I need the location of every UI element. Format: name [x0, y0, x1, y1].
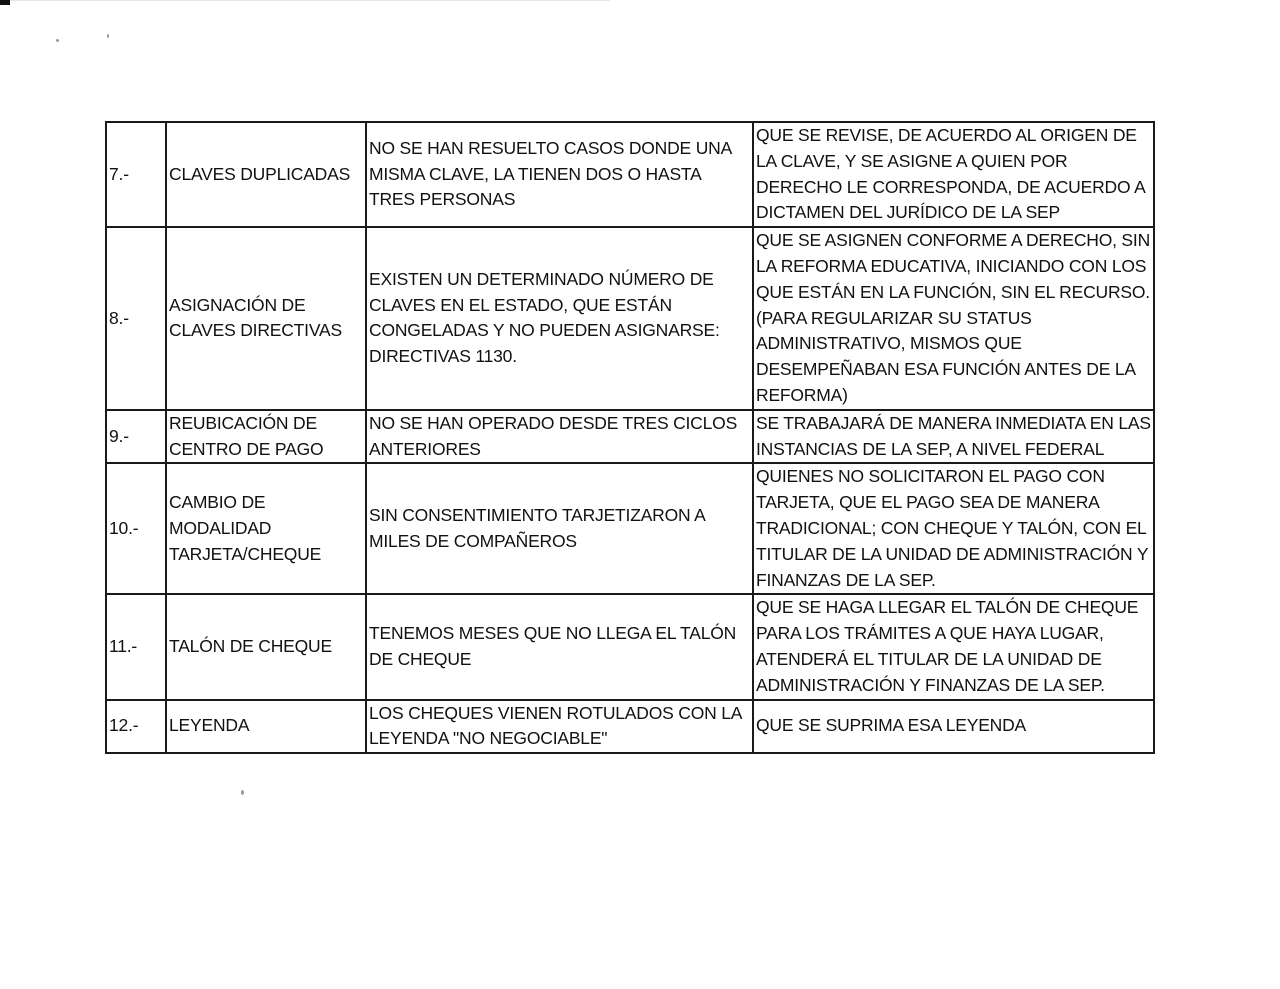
item-problem: NO SE HAN OPERADO DESDE TRES CICLOS ANTERIORES: [366, 410, 753, 464]
scan-speck: [241, 790, 244, 795]
item-topic: ASIGNACIÓN DE CLAVES DIRECTIVAS: [166, 227, 366, 410]
scan-speck: [107, 34, 109, 38]
item-problem: SIN CONSENTIMIENTO TARJETIZARON A MILES DE COMPAÑEROS: [366, 463, 753, 594]
item-number: 7.-: [106, 122, 166, 227]
item-problem: LOS CHEQUES VIENEN ROTULADOS CON LA LEYENDA "NO NEGOCIABLE": [366, 700, 753, 754]
item-topic: REUBICACIÓN DE CENTRO DE PAGO: [166, 410, 366, 464]
item-solution: QUE SE HAGA LLEGAR EL TALÓN DE CHEQUE PARA LOS TRÁMITES A QUE HAYA LUGAR, ATENDERÁ EL TITULAR DE LA UNIDAD DE ADMINISTRACIÓN Y FINANZAS DE LA SEP.: [753, 594, 1154, 699]
table-row: [106, 410, 1154, 464]
agreements-table: [105, 121, 1155, 754]
item-topic: CLAVES DUPLICADAS: [166, 122, 366, 227]
scan-speck: [56, 39, 59, 42]
scan-edge-line: [10, 0, 610, 1]
table-row: [106, 227, 1154, 410]
item-problem: EXISTEN UN DETERMINADO NÚMERO DE CLAVES EN EL ESTADO, QUE ESTÁN CONGELADAS Y NO PUEDEN ASIGNARSE: DIRECTIVAS 1130.: [366, 227, 753, 410]
item-problem: TENEMOS MESES QUE NO LLEGA EL TALÓN DE CHEQUE: [366, 594, 753, 699]
item-solution: QUE SE REVISE, DE ACUERDO AL ORIGEN DE LA CLAVE, Y SE ASIGNE A QUIEN POR DERECHO LE CORRESPONDA, DE ACUERDO A DICTAMEN DEL JURÍDICO DE LA SEP: [753, 122, 1154, 227]
item-solution: SE TRABAJARÁ DE MANERA INMEDIATA EN LAS INSTANCIAS DE LA SEP, A NIVEL FEDERAL: [753, 410, 1154, 464]
item-topic: TALÓN DE CHEQUE: [166, 594, 366, 699]
item-solution: QUE SE ASIGNEN CONFORME A DERECHO, SIN LA REFORMA EDUCATIVA, INICIANDO CON LOS QUE ESTÁN EN LA FUNCIÓN, SIN EL RECURSO. (PARA REGULARIZAR SU STATUS ADMINISTRATIVO, MISMOS QUE DESEMPEÑABAN ESA FUNCIÓN ANTES DE LA REFORMA): [753, 227, 1154, 410]
table-row: [106, 463, 1154, 594]
item-number: 9.-: [106, 410, 166, 464]
item-number: 10.-: [106, 463, 166, 594]
item-solution: QUIENES NO SOLICITARON EL PAGO CON TARJETA, QUE EL PAGO SEA DE MANERA TRADICIONAL; CON CHEQUE Y TALÓN, CON EL TITULAR DE LA UNIDAD DE ADMINISTRACIÓN Y FINANZAS DE LA SEP.: [753, 463, 1154, 594]
table-row: [106, 122, 1154, 227]
table-row: [106, 700, 1154, 754]
item-number: 8.-: [106, 227, 166, 410]
item-problem: NO SE HAN RESUELTO CASOS DONDE UNA MISMA CLAVE, LA TIENEN DOS O HASTA TRES PERSONAS: [366, 122, 753, 227]
item-solution: QUE SE SUPRIMA ESA LEYENDA: [753, 700, 1154, 754]
item-number: 12.-: [106, 700, 166, 754]
scan-corner-mark: [0, 0, 10, 5]
item-topic: CAMBIO DE MODALIDAD TARJETA/CHEQUE: [166, 463, 366, 594]
table-row: [106, 594, 1154, 699]
item-number: 11.-: [106, 594, 166, 699]
item-topic: LEYENDA: [166, 700, 366, 754]
